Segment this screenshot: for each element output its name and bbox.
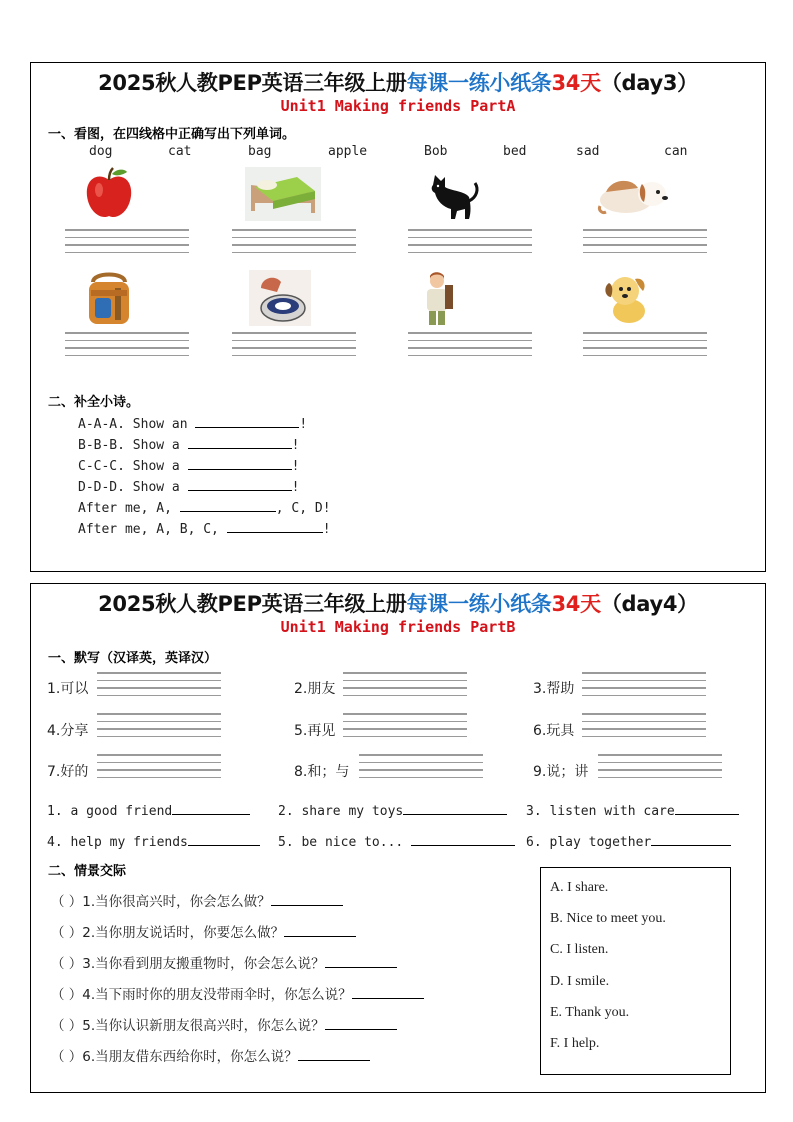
question-item: （ ）3.当你看到朋友搬重物时，你会怎么说？ bbox=[51, 952, 397, 972]
answer-blank[interactable] bbox=[195, 413, 299, 428]
option-c: C. I listen. bbox=[550, 942, 609, 957]
answer-blank[interactable] bbox=[188, 831, 260, 846]
answer-blank[interactable] bbox=[227, 518, 323, 533]
answer-blank[interactable] bbox=[188, 476, 292, 491]
writing-lines[interactable] bbox=[97, 713, 221, 743]
option-e: E. Thank you. bbox=[550, 1005, 630, 1020]
word-dog: dog bbox=[89, 144, 113, 159]
dictation-item: 8.和；与 bbox=[294, 764, 350, 780]
answer-blank[interactable] bbox=[325, 953, 397, 968]
question-item: （ ）6.当朋友借东西给你时，你怎么说？ bbox=[51, 1045, 370, 1065]
question-item: （ ）1.当你很高兴时，你会怎么做？ bbox=[51, 890, 343, 910]
unit-subtitle: Unit1 Making friends PartA bbox=[280, 97, 516, 115]
dictation-item: 3.帮助 bbox=[533, 681, 575, 697]
section-heading: 一、看图，在四线格中正确写出下列单词。 bbox=[48, 127, 296, 142]
answer-blank[interactable] bbox=[352, 984, 424, 999]
phrase-item: 1. a good friend bbox=[47, 800, 250, 819]
answer-blank[interactable] bbox=[188, 455, 292, 470]
word-apple: apple bbox=[328, 144, 368, 159]
bed-image bbox=[245, 167, 321, 221]
dictation-item: 5.再见 bbox=[294, 723, 336, 739]
question-item: （ ）5.当你认识新朋友很高兴时，你怎么说？ bbox=[51, 1014, 397, 1034]
unit-subtitle: Unit1 Making friends PartB bbox=[280, 618, 516, 636]
answer-blank[interactable] bbox=[325, 1015, 397, 1030]
poem-line: After me, A, B, C, ! bbox=[78, 518, 331, 537]
answer-blank[interactable] bbox=[271, 891, 343, 906]
phrase-item: 2. share my toys bbox=[278, 800, 507, 819]
poem-line: B-B-B. Show a ! bbox=[78, 434, 299, 453]
poem-line: D-D-D. Show a ! bbox=[78, 476, 299, 495]
answer-blank[interactable] bbox=[284, 922, 356, 937]
writing-lines[interactable] bbox=[408, 332, 532, 362]
writing-lines[interactable] bbox=[598, 754, 722, 784]
phrase-item: 5. be nice to... bbox=[278, 831, 515, 850]
bag-image bbox=[81, 268, 137, 328]
writing-lines[interactable] bbox=[582, 672, 706, 702]
dictation-item: 9.说；讲 bbox=[533, 764, 589, 780]
answer-blank[interactable] bbox=[172, 800, 250, 815]
answer-blank[interactable] bbox=[298, 1046, 370, 1061]
dog-image bbox=[599, 271, 657, 325]
writing-lines[interactable] bbox=[65, 229, 189, 259]
writing-lines[interactable] bbox=[97, 754, 221, 784]
answer-blank[interactable] bbox=[411, 831, 515, 846]
options-box bbox=[540, 867, 731, 1075]
answer-blank[interactable] bbox=[180, 497, 276, 512]
writing-lines[interactable] bbox=[97, 672, 221, 702]
writing-lines[interactable] bbox=[359, 754, 483, 784]
writing-lines[interactable] bbox=[65, 332, 189, 362]
option-f: F. I help. bbox=[550, 1036, 600, 1051]
worksheet-day3 bbox=[30, 62, 766, 572]
answer-blank[interactable] bbox=[188, 434, 292, 449]
section-heading: 二、补全小诗。 bbox=[48, 395, 140, 410]
worksheet-day4 bbox=[30, 583, 766, 1093]
answer-blank[interactable] bbox=[675, 800, 739, 815]
phrase-item: 4. help my friends bbox=[47, 831, 260, 850]
word-can: can bbox=[664, 144, 688, 159]
writing-lines[interactable] bbox=[582, 713, 706, 743]
writing-lines[interactable] bbox=[583, 332, 707, 362]
option-a: A. I share. bbox=[550, 880, 609, 895]
poem-line: C-C-C. Show a ! bbox=[78, 455, 299, 474]
apple-image bbox=[81, 166, 137, 222]
dictation-item: 1.可以 bbox=[47, 681, 89, 697]
dictation-item: 2.朋友 bbox=[294, 681, 336, 697]
poem-line: A-A-A. Show an ! bbox=[78, 413, 307, 432]
writing-lines[interactable] bbox=[408, 229, 532, 259]
phrase-item: 3. listen with care bbox=[526, 800, 739, 819]
page-title: 2025秋人教PEP英语三年级上册每课一练小纸条34天（day4） bbox=[98, 592, 698, 616]
bob-image bbox=[423, 271, 459, 327]
dictation-item: 4.分享 bbox=[47, 723, 89, 739]
phrase-item: 6. play together bbox=[526, 831, 731, 850]
poem-line: After me, A, , C, D! bbox=[78, 497, 331, 516]
page-title: 2025秋人教PEP英语三年级上册每课一练小纸条34天（day3） bbox=[98, 71, 698, 95]
dictation-item: 7.好的 bbox=[47, 764, 89, 780]
option-d: D. I smile. bbox=[550, 974, 610, 989]
dictation-item: 6.玩具 bbox=[533, 723, 575, 739]
answer-blank[interactable] bbox=[403, 800, 507, 815]
answer-blank[interactable] bbox=[651, 831, 731, 846]
can-image bbox=[249, 270, 311, 326]
word-bob: Bob bbox=[424, 144, 448, 159]
sad-dog-image bbox=[596, 170, 674, 218]
word-bed: bed bbox=[503, 144, 527, 159]
option-b: B. Nice to meet you. bbox=[550, 911, 666, 926]
writing-lines[interactable] bbox=[343, 713, 467, 743]
word-bag: bag bbox=[248, 144, 272, 159]
section-heading: 二、情景交际 bbox=[48, 864, 127, 879]
section-heading: 一、默写（汉译英，英译汉） bbox=[48, 651, 218, 666]
writing-lines[interactable] bbox=[232, 332, 356, 362]
writing-lines[interactable] bbox=[232, 229, 356, 259]
question-item: （ ）2.当你朋友说话时，你要怎么做？ bbox=[51, 921, 356, 941]
writing-lines[interactable] bbox=[343, 672, 467, 702]
writing-lines[interactable] bbox=[583, 229, 707, 259]
cat-image bbox=[425, 167, 481, 223]
question-item: （ ）4.当下雨时你的朋友没带雨伞时，你怎么说？ bbox=[51, 983, 424, 1003]
word-sad: sad bbox=[576, 144, 600, 159]
word-cat: cat bbox=[168, 144, 192, 159]
